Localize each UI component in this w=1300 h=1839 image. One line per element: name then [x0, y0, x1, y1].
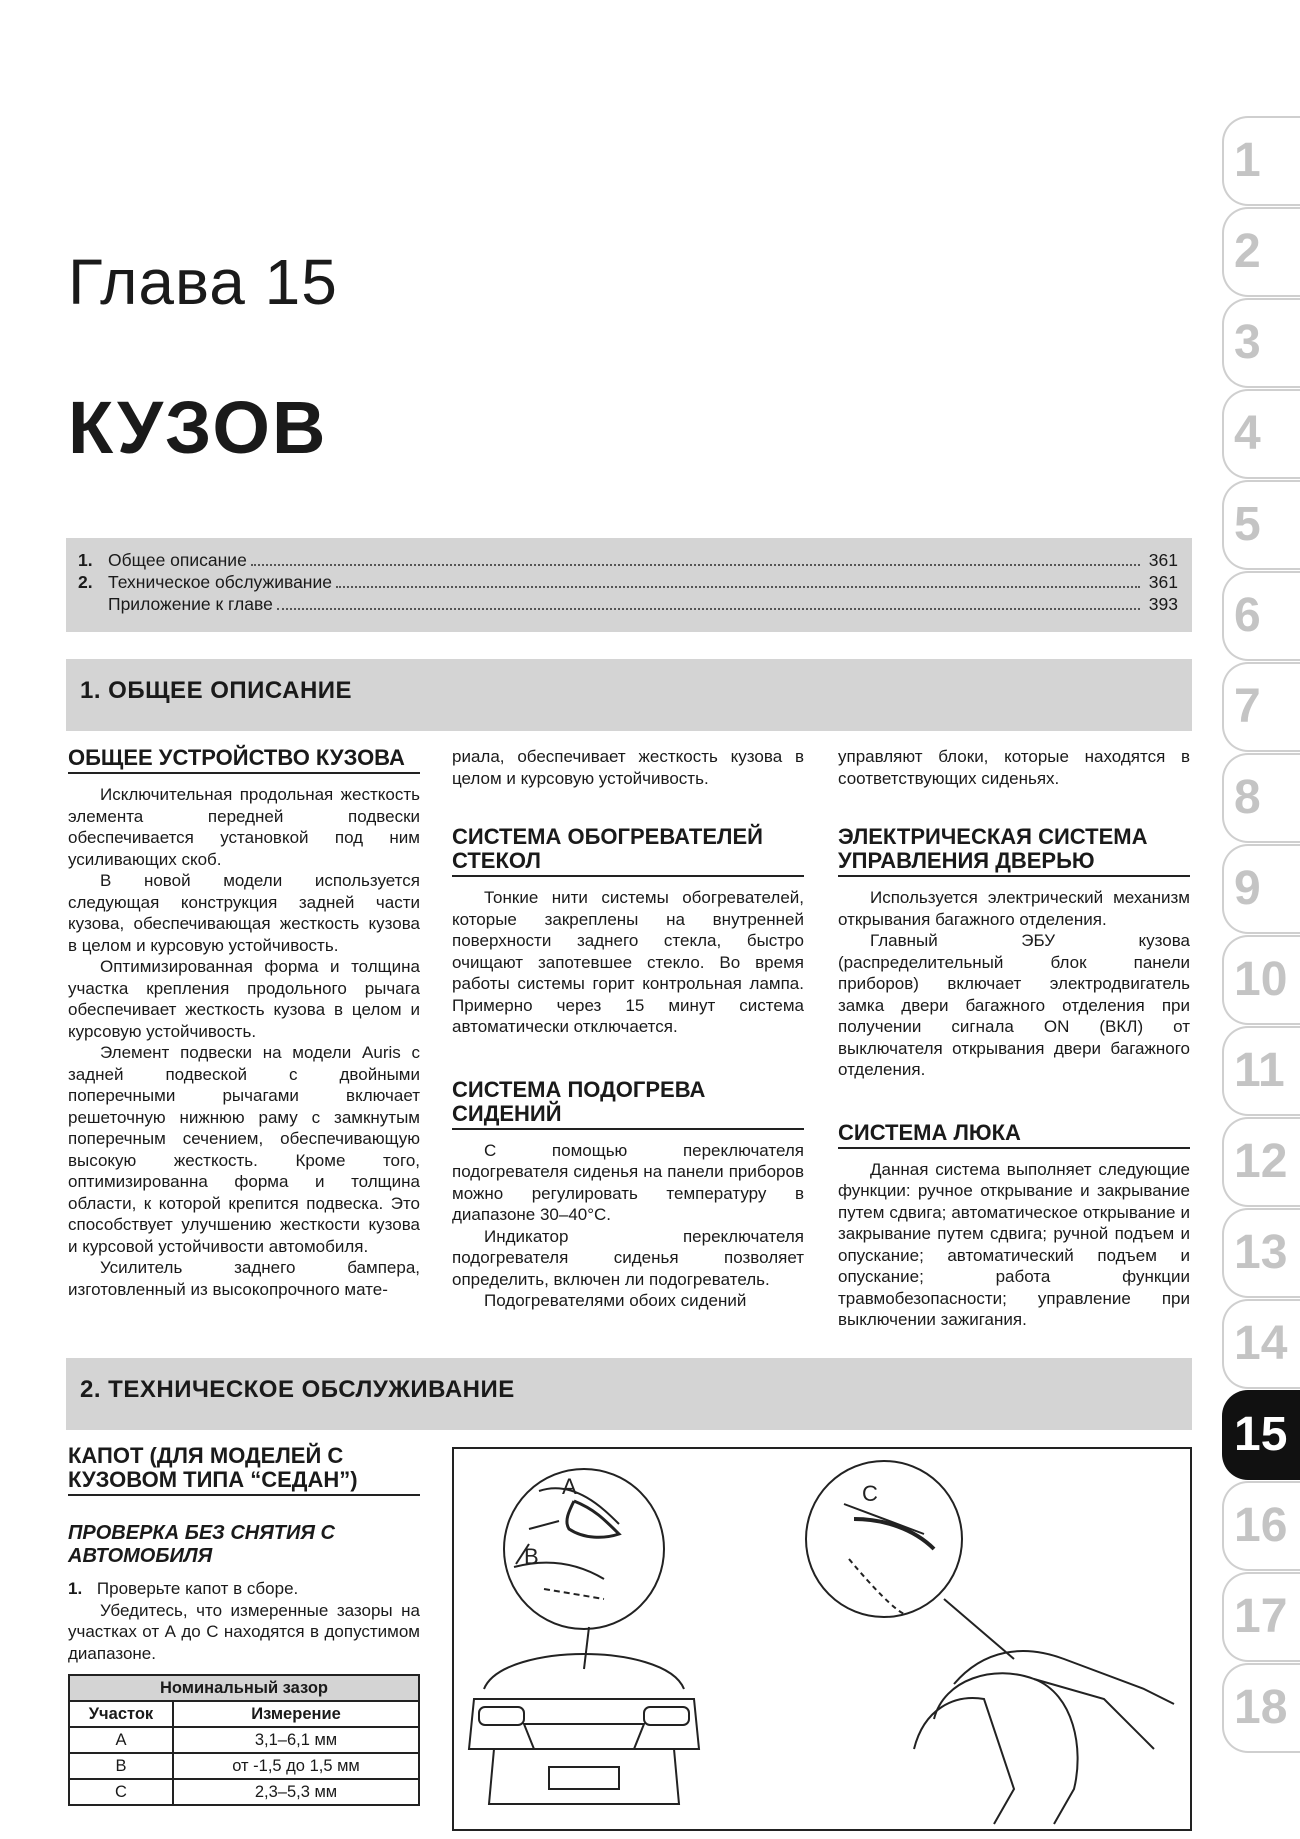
hood-gap-figure — [452, 1447, 1192, 1831]
toc-leader — [251, 550, 1140, 566]
tab-17[interactable]: 17 — [1222, 1572, 1300, 1662]
table-row — [69, 1727, 419, 1753]
tab-10[interactable]: 10 — [1222, 935, 1300, 1025]
tab-9[interactable]: 9 — [1222, 844, 1300, 934]
paragraph: Данная система выполняет следующие функции: ручное открывание и закрывание путем сдвига; автоматическое открывание и закрывание путем сдвига; ручной подъем и опускание; автоматический подъем и опускание; работа функции травмобезопасности; управление при выключении зажигания. — [838, 1159, 1190, 1329]
tab-6[interactable]: 6 — [1222, 571, 1300, 661]
paragraph: Подогревателями обоих сидений — [484, 1291, 747, 1310]
car-side-front — [914, 1698, 1014, 1824]
gap-a-marker — [529, 1521, 559, 1529]
label-c: C — [862, 1481, 878, 1506]
hood-gap-illustration — [454, 1449, 1190, 1829]
tab-5[interactable]: 5 — [1222, 480, 1300, 570]
toc-item[interactable] — [78, 550, 1178, 572]
toc-page: 361 — [1148, 572, 1178, 592]
toc-number: 2. — [78, 572, 93, 592]
paragraph: Усилитель заднего бампера, изготовленный из высокопрочного мате- — [68, 1258, 420, 1299]
car-side-roof — [954, 1651, 1174, 1704]
paragraph: Индикатор переключателя подогревателя сиденья позволяет определить, включен ли подогреватель. — [452, 1226, 804, 1289]
toc-leader — [336, 572, 1140, 588]
chapter-title: КУЗОВ — [68, 386, 328, 469]
paragraph: управляют блоки, которые находятся в соответствующих сиденьях. — [838, 747, 1190, 788]
table-cell: А — [69, 1727, 173, 1753]
detail-dash-line — [544, 1589, 604, 1599]
column-3 — [838, 746, 1190, 1331]
detail-dash-line-c — [849, 1559, 904, 1614]
heading-body-structure: ОБЩЕЕ УСТРОЙСТВО КУЗОВА — [68, 746, 420, 774]
tab-3[interactable]: 3 — [1222, 298, 1300, 388]
car-bumper — [489, 1749, 679, 1804]
table-cell: 3,1–6,1 мм — [173, 1727, 419, 1753]
tab-4[interactable]: 4 — [1222, 389, 1300, 479]
label-b: B — [524, 1544, 539, 1569]
detail-circle-right — [806, 1461, 962, 1617]
paragraph: Оптимизированная форма и толщина участка крепления продольного рычага обеспечивает жесткость кузова в целом и курсовую устойчивость. — [68, 957, 420, 1041]
column-2 — [452, 746, 804, 1312]
step-number: 1. — [68, 1579, 83, 1598]
car-grille — [524, 1724, 644, 1749]
section-title: 1. ОБЩЕЕ ОПИСАНИЕ — [80, 677, 353, 704]
hood-seal-shape — [567, 1501, 619, 1537]
heading-hood: КАПОТ (ДЛЯ МОДЕЛЕЙ С КУЗОВОМ ТИПА “СЕДАН”) — [68, 1444, 420, 1496]
tab-14[interactable]: 14 — [1222, 1299, 1300, 1389]
section-title: 2. ТЕХНИЧЕСКОЕ ОБСЛУЖИВАНИЕ — [80, 1376, 515, 1403]
label-a: A — [562, 1474, 577, 1499]
section-header-2 — [66, 1358, 1192, 1430]
gap-table — [68, 1674, 420, 1806]
table-of-contents — [66, 538, 1192, 632]
chapter-label: Глава 15 — [68, 246, 338, 318]
table-cell: С — [69, 1779, 173, 1805]
paragraph: Тонкие нити системы обогревателей, которые закреплены на внутренней поверхности заднего стекла, быстро очищают запотевшее стекло. Во время работы системы горит контрольная лампа. Примерно через 15 минут система автоматически отключается. — [452, 888, 804, 1036]
table-header: Измерение — [173, 1701, 419, 1727]
tab-7[interactable]: 7 — [1222, 662, 1300, 752]
toc-page: 393 — [1148, 594, 1178, 614]
car-headlight-right — [644, 1707, 689, 1725]
tab-11[interactable]: 11 — [1222, 1026, 1300, 1116]
toc-leader — [277, 594, 1140, 610]
tab-2[interactable]: 2 — [1222, 207, 1300, 297]
tab-13[interactable]: 13 — [1222, 1208, 1300, 1298]
paragraph: Исключительная продольная жесткость элемента передней подвески обеспечивается установкой под ним усиливающих скоб. — [68, 785, 420, 869]
table-cell: В — [69, 1753, 173, 1779]
step-1 — [68, 1578, 420, 1600]
heading-window-heating: СИСТЕМА ОБОГРЕВАТЕЛЕЙ СТЕКОЛ — [452, 825, 804, 877]
toc-label: Общее описание — [108, 550, 247, 570]
paragraph: Используется электрический механизм открывания багажного отделения. — [838, 888, 1190, 929]
car-plate-area — [549, 1767, 619, 1789]
tab-18[interactable]: 18 — [1222, 1663, 1300, 1753]
heading-door-control: ЭЛЕКТРИЧЕСКАЯ СИСТЕМА УПРАВЛЕНИЯ ДВЕРЬЮ — [838, 825, 1190, 877]
paragraph: Убедитесь, что измеренные зазоры на участках от А до С находятся в допустимом диапазоне. — [68, 1600, 420, 1663]
paragraph: В новой модели используется следующая конструкция задней части кузова, обеспечивающая жесткость кузова в целом и курсовую устойчивость. — [68, 871, 420, 955]
paragraph: Элемент подвески на модели Auris с задней подвеской с двойными поперечными рычагами включает решеточную нижнюю раму с замкнутым поперечным сечением, обеспечивающую высокую жесткость. Кроме того, оптимизированна форма и толщина области, к которой крепится подвеска. Это способствует улучшению жесткости кузова и курсовой устойчивости автомобиля. — [68, 1043, 420, 1256]
tab-16[interactable]: 16 — [1222, 1481, 1300, 1571]
table-cell: 2,3–5,3 мм — [173, 1779, 419, 1805]
toc-number: 1. — [78, 550, 93, 570]
car-hood-outline — [484, 1654, 684, 1689]
tab-1[interactable]: 1 — [1222, 116, 1300, 206]
toc-label: Техническое обслуживание — [108, 572, 332, 592]
car-headlight-left — [479, 1707, 524, 1725]
toc-label: Приложение к главе — [108, 594, 273, 614]
subheading-inspection: ПРОВЕРКА БЕЗ СНЯТИЯ С АВТОМОБИЛЯ — [68, 1522, 335, 1567]
heading-seat-heating: СИСТЕМА ПОДОГРЕВА СИДЕНИЙ — [452, 1078, 804, 1130]
table-title: Номинальный зазор — [69, 1675, 419, 1701]
step-text: Проверьте капот в сборе. — [96, 1579, 299, 1598]
table-row — [69, 1779, 419, 1805]
tab-15-active[interactable]: 15 — [1222, 1390, 1300, 1480]
section-header-1 — [66, 659, 1192, 731]
pointer-line-left — [584, 1627, 589, 1669]
table-row — [69, 1753, 419, 1779]
table-cell: от -1,5 до 1,5 мм — [173, 1753, 419, 1779]
paragraph: С помощью переключателя подогревателя сиденья на панели приборов можно регулировать температуру в диапазоне 30–40°С. — [452, 1140, 804, 1224]
pointer-line-right — [944, 1599, 1014, 1659]
hood-column — [68, 1444, 420, 1806]
toc-page: 361 — [1148, 550, 1178, 570]
toc-item[interactable] — [78, 572, 1178, 594]
toc-item[interactable] — [78, 594, 1178, 616]
hood-edge-line — [539, 1488, 619, 1524]
table-header: Участок — [69, 1701, 173, 1727]
paragraph: риала, обеспечивает жесткость кузова в целом и курсовую устойчивость. — [452, 747, 804, 788]
column-1 — [68, 746, 420, 1300]
heading-sunroof: СИСТЕМА ЛЮКА — [838, 1121, 1190, 1149]
tab-8[interactable]: 8 — [1222, 753, 1300, 843]
paragraph: Главный ЭБУ кузова (распределительный блок панели приборов) включает электродвигатель замка двери багажного отделения при получении сигнала ON (ВКЛ) от выключателя открывания двери багажного отделения. — [838, 931, 1190, 1079]
tab-12[interactable]: 12 — [1222, 1117, 1300, 1207]
